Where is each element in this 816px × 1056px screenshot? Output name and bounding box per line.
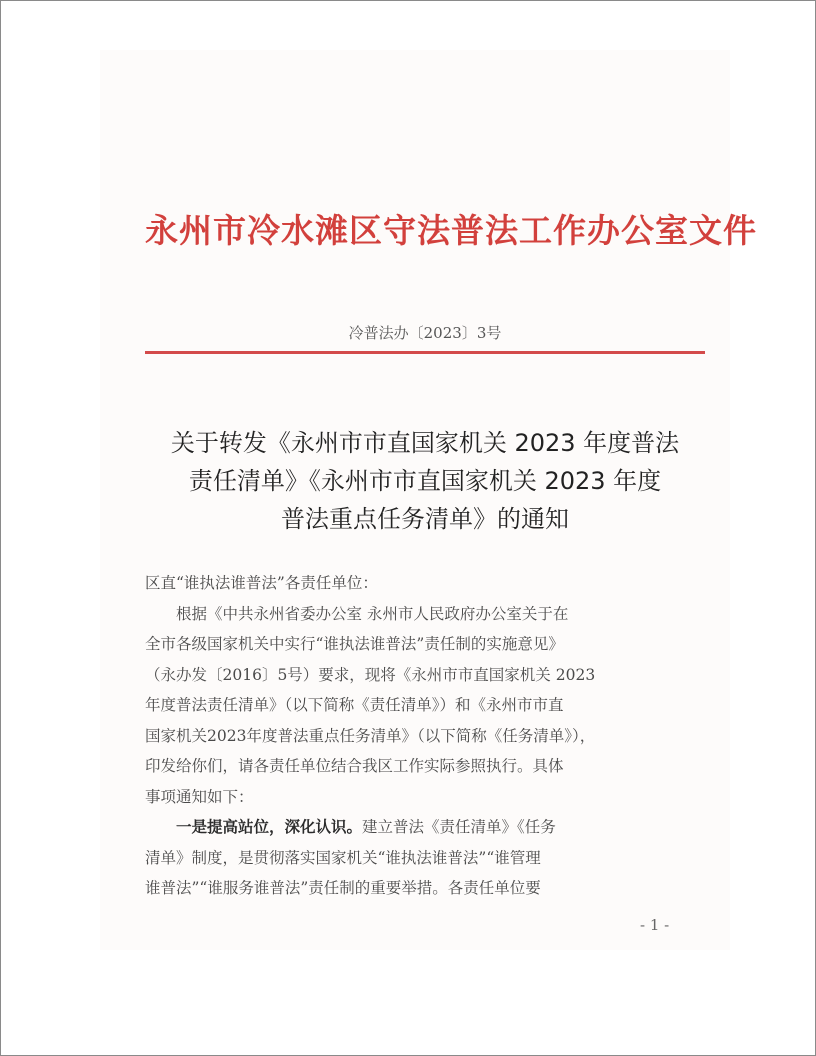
body-line: 全市各级国家机关中实行“谁执法谁普法”责任制的实施意见》 [145, 635, 564, 653]
document-body [145, 568, 705, 904]
salutation: 区直“谁执法谁普法”各责任单位： [145, 574, 378, 592]
red-separator-line [145, 351, 705, 354]
body-line: 印发给你们，请各责任单位结合我区工作实际参照执行。具体 [145, 757, 564, 775]
section-text: 建立普法《责任清单》《任务 [362, 818, 556, 836]
body-line: 年度普法责任清单》（以下简称《责任清单》）和《永州市市直 [145, 696, 564, 714]
body-line: 谁普法”“谁服务谁普法”责任制的重要举措。各责任单位要 [145, 879, 541, 897]
body-line: 根据《中共永州省委办公室 永州市人民政府办公室关于在 [176, 604, 569, 623]
body-line: 清单》制度，是贯彻落实国家机关“谁执法谁普法”“谁管理 [145, 848, 541, 867]
body-line: 国家机关2023年度普法重点任务清单》（以下简称《任务清单》）， [145, 726, 596, 745]
notice-title-line: 普法重点任务清单》的通知 [281, 505, 569, 533]
body-line: （永办发〔2016〕5号）要求，现将《永州市市直国家机关 2023 [145, 665, 596, 684]
section-lead: 一是提高站位，深化认识。 [176, 817, 363, 836]
notice-title-line: 关于转发《永州市市直国家机关 2023 年度普法 [170, 429, 680, 457]
document-number: 冷普法办〔2023〕3号 [348, 324, 502, 342]
body-line [145, 812, 705, 843]
document-header-title: 永州市冷水滩区守法普法工作办公室文件 [145, 211, 757, 250]
page-number: - 1 - [640, 916, 670, 934]
notice-title-line: 责任清单》《永州市市直国家机关 2023 年度 [188, 467, 662, 495]
body-line: 事项通知如下： [145, 787, 254, 806]
notice-title [140, 424, 710, 538]
